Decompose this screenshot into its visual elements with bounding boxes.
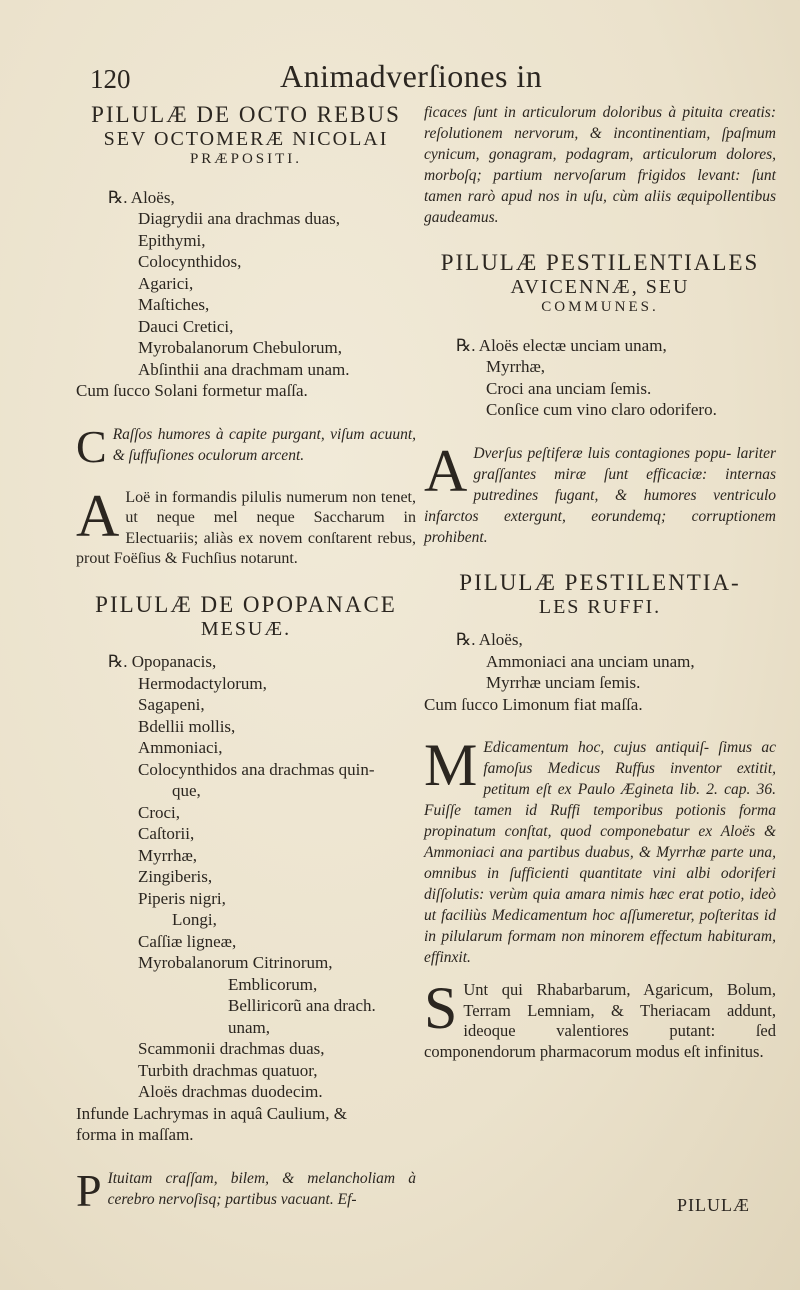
- running-head: Animadverſiones in: [280, 58, 543, 94]
- recipe-ingredient: Myrrhæ,: [138, 845, 198, 865]
- recipe-ingredient: Colocynthidos ana drachmas quin-: [138, 759, 375, 779]
- drop-cap: M: [424, 732, 478, 799]
- recipe-ingredient: Longi,: [172, 910, 217, 930]
- recipe-ingredient: forma in maſſam.: [76, 1125, 194, 1145]
- drop-cap: P: [76, 1164, 102, 1216]
- recipe-ingredient: Diagrydii ana drachmas duas,: [138, 209, 341, 229]
- title-line: PILULÆ DE OCTO REBUS: [91, 102, 401, 127]
- note-pestilentiales-avicennae: [424, 437, 776, 548]
- recipe-ingredient: unam,: [228, 1017, 271, 1037]
- title-line: LES RUFFI.: [538, 596, 662, 619]
- recipe-ingredient: ℞. Aloës,: [456, 630, 523, 650]
- recipe-ingredient: Croci ana unciam ſemis.: [486, 378, 652, 398]
- commentary-text: Loë in formandis pilulis numerum non tenet, ut neque mel neque Saccharum in Electuariis; aliàs ex novem conſtarent rebus, prout Foëſius & Fuchſius notarunt.: [76, 488, 416, 568]
- recipe-pestilentiales-avicennae: [424, 335, 776, 421]
- recipe-ingredient: Epithymi,: [138, 230, 206, 250]
- recipe-ingredient: Turbith drachmas quatuor,: [138, 1060, 318, 1080]
- recipe-ingredient: Cum ſucco Solani formetur maſſa.: [76, 381, 308, 401]
- recipe-ingredient: ℞. Aloës electæ unciam unam,: [456, 335, 667, 355]
- recipe-ingredient: Dauci Cretici,: [138, 316, 234, 336]
- commentary-octo-rebus: [76, 482, 416, 570]
- title-line: PILULÆ PESTILENTIALES: [440, 250, 760, 275]
- recipe-pestilentiales-ruffi: [424, 629, 776, 715]
- page-header: [82, 50, 782, 100]
- recipe-ingredient: Ammoniaci ana unciam unam,: [486, 651, 695, 671]
- note-octo-rebus: [76, 420, 416, 472]
- recipe-ingredient: Emblicorum,: [228, 974, 318, 994]
- drop-cap: A: [424, 437, 468, 504]
- title-line: PILULÆ PESTILENTIA-: [459, 569, 741, 595]
- recipe-ingredient: Caſtorii,: [138, 824, 195, 844]
- recipe-opopanace: [76, 651, 416, 1146]
- catchword: PILULÆ: [677, 1195, 750, 1215]
- recipe-ingredient: Infunde Lachrymas in aquâ Caulium, &: [76, 1103, 347, 1123]
- recipe-ingredient: Abſinthii ana drachmam unam.: [138, 359, 350, 379]
- recipe-ingredient: Zingiberis,: [138, 867, 213, 887]
- drop-cap: S: [424, 975, 458, 1042]
- drop-cap: C: [76, 420, 107, 472]
- recipe-ingredient: ℞. Opopanacis,: [108, 652, 217, 672]
- recipe-ingredient: que,: [172, 781, 201, 801]
- note-continuation: ficaces ſunt in articulorum doloribus à pituita creatis: reſolutionem nervorum, & incontinentiam, ſpaſmum cynicum, gonagram, podagram, articulorum dolores, morboſq; partium nervoſarum frigidos levant: ſunt tamen rarò apud nos in uſu, cùm aliis æquipollentibus gaudeamus.: [424, 104, 776, 226]
- recipe-ingredient: Bdellii mollis,: [138, 716, 236, 736]
- recipe-ingredient: Belliricorũ ana drach.: [228, 996, 376, 1016]
- note-opopanace: [76, 1164, 416, 1216]
- note-text: Raſſos humores à capite purgant, viſum acuunt, & ſuffuſiones oculorum arcent.: [112, 425, 416, 464]
- recipe-ingredient: Agarici,: [138, 273, 194, 293]
- note-text: Dverſus peſtiferæ luis contagiones popu- lariter graſſantes miræ ſunt efficaciæ: internas putredines fugant, & humores ventriculo infarctos extergunt, eorundemq; corruptionem prohibent.: [424, 444, 776, 546]
- recipe-octo-rebus: [76, 187, 416, 402]
- note-text: Ituitam craſſam, bilem, & melancholiam à cerebro nervoſisq; partibus vacuant. Ef-: [107, 1169, 416, 1208]
- recipe-ingredient: Aloës drachmas duodecim.: [138, 1082, 323, 1102]
- recipe-ingredient: Piperis nigri,: [138, 888, 226, 908]
- recipe-ingredient: Ammoniaci,: [138, 738, 223, 758]
- section-title-opopanace: [76, 592, 416, 641]
- title-line: PRÆPOSITI.: [189, 151, 303, 168]
- title-line: COMMUNES.: [541, 299, 659, 316]
- recipe-ingredient: Scammonii drachmas duas,: [138, 1039, 325, 1059]
- commentary-text: Unt qui Rhabarbarum, Agaricum, Bolum, Terram Lemniam, & Theriacam addunt, ideoque valentiores putant: ſed componendorum pharmacorum modus eſt infinitus.: [424, 980, 776, 1061]
- note-pestilentiales-ruffi: [424, 732, 776, 968]
- section-title-octo-rebus: [76, 102, 416, 169]
- recipe-ingredient: Myrrhæ unciam ſemis.: [486, 673, 641, 693]
- section-title-pestilentiales-avicennae: [424, 250, 776, 317]
- recipe-ingredient: Hermodactylorum,: [138, 673, 267, 693]
- recipe-ingredient: Colocynthidos,: [138, 252, 242, 272]
- page-number: 120: [90, 64, 131, 94]
- recipe-ingredient: Myrobalanorum Citrinorum,: [138, 953, 333, 973]
- title-line: MESUÆ.: [200, 618, 292, 641]
- recipe-ingredient: Conſice cum vino claro odorifero.: [486, 400, 717, 420]
- commentary-pestilentiales-ruffi: [424, 975, 776, 1062]
- recipe-ingredient: Myrobalanorum Chebulorum,: [138, 338, 342, 358]
- right-column: [424, 102, 776, 1062]
- recipe-ingredient: Caſſiæ ligneæ,: [138, 931, 237, 951]
- section-title-pestilentiales-ruffi: [424, 570, 776, 619]
- left-column: [76, 102, 416, 1216]
- note-text: Edicamentum hoc, cujus antiquiſ- ſimus ac famoſus Medicus Ruffus inventor extitit, petitum eſt ex Paulo Ægineta lib. 2. cap. 36. Fuiſſe tamen id Ruffi temporibus potionis forma propinatum conſtat, quod componebatur ex Aloës & Ammoniaci ana partibus duabus, & Myrrhæ parte una, omnibus in ſufficienti quantitate vini albi odoriferi diſſolutis: verùm quia amara nimis hæc erat potio, ideò ut faciliùs Medicamentum hoc aſſumeretur, poſteritas id in pilularum formam non minorem effectum habituram, effinxit.: [424, 739, 776, 967]
- recipe-ingredient: ℞. Aloës,: [108, 187, 175, 207]
- recipe-ingredient: Sagapeni,: [138, 695, 205, 715]
- recipe-ingredient: Myrrhæ,: [486, 357, 546, 377]
- recipe-ingredient: Maſtiches,: [138, 295, 210, 315]
- recipe-ingredient: Croci,: [138, 802, 181, 822]
- title-line: PILULÆ DE OPOPANACE: [95, 591, 397, 617]
- recipe-ingredient: Cum ſucco Limonum fiat maſſa.: [424, 694, 643, 714]
- drop-cap: A: [76, 482, 120, 549]
- title-line: AVICENNÆ, SEU: [510, 276, 690, 299]
- title-line: SEV OCTOMERÆ NICOLAI: [103, 128, 389, 151]
